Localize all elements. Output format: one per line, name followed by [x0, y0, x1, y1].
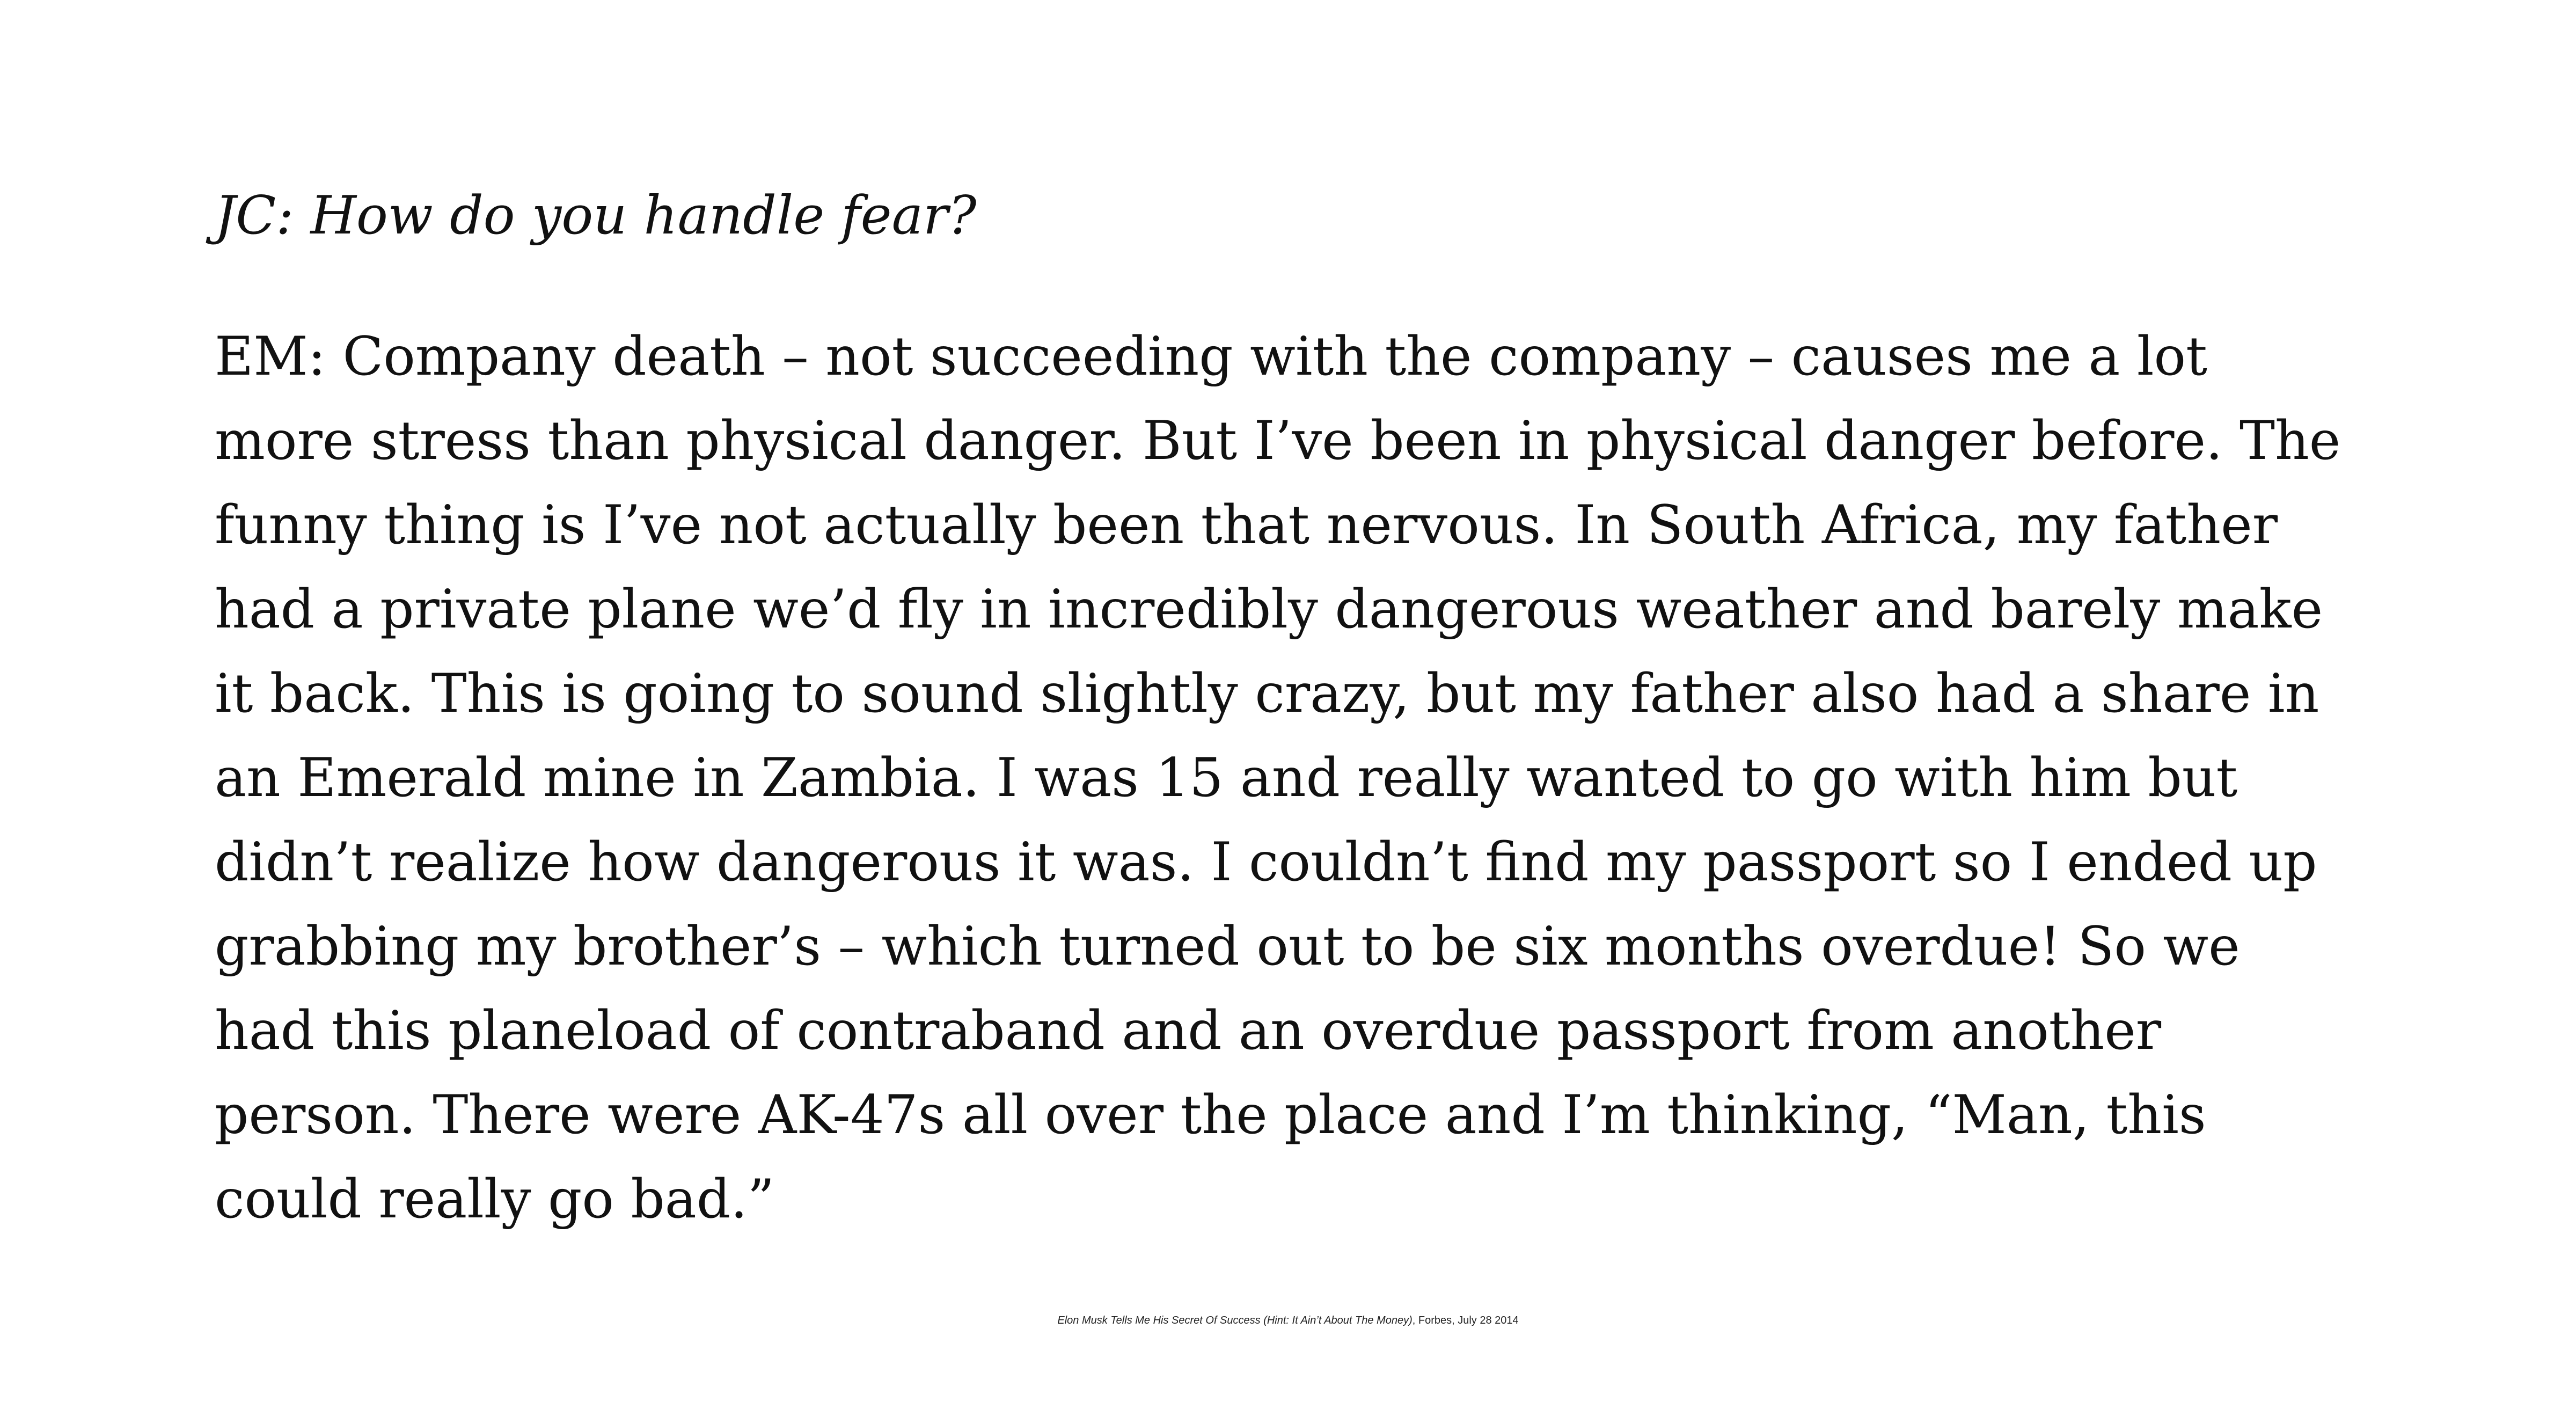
interview-answer	[215, 315, 2447, 1242]
answer-line: EM: Company death – not succeeding with the company – causes me a lot	[215, 326, 2207, 388]
answer-line: an Emerald mine in Zambia. I was 15 and really wanted to go with him but	[215, 747, 2238, 809]
answer-line: could really go bad.”	[215, 1169, 775, 1230]
answer-line: person. There were AK-47s all over the place and I’m thinking, “Man, this	[215, 1084, 2206, 1146]
article-source: , Forbes, July 28 2014	[1412, 1315, 1519, 1326]
answer-line: had a private plane we’d fly in incredibly dangerous weather and barely make	[215, 579, 2323, 640]
answer-line: more stress than physical danger. But I’ve been in physical danger before. The	[215, 410, 2341, 472]
answer-line: had this planeload of contraband and an overdue passport from another	[215, 1000, 2162, 1062]
interview-question: JC: How do you handle fear?	[215, 185, 977, 246]
answer-line: it back. This is going to sound slightly crazy, but my father also had a share in	[215, 663, 2319, 725]
answer-line: funny thing is I’ve not actually been that nervous. In South Africa, my father	[215, 494, 2278, 556]
answer-line: didn’t realize how dangerous it was. I couldn’t find my passport so I ended up	[215, 831, 2317, 893]
answer-line: grabbing my brother’s – which turned out to be six months overdue! So we	[215, 916, 2240, 977]
article-title: Elon Musk Tells Me His Secret Of Success (Hint: It Ain’t About The Money)	[1057, 1315, 1413, 1326]
source-caption	[0, 1294, 2576, 1347]
